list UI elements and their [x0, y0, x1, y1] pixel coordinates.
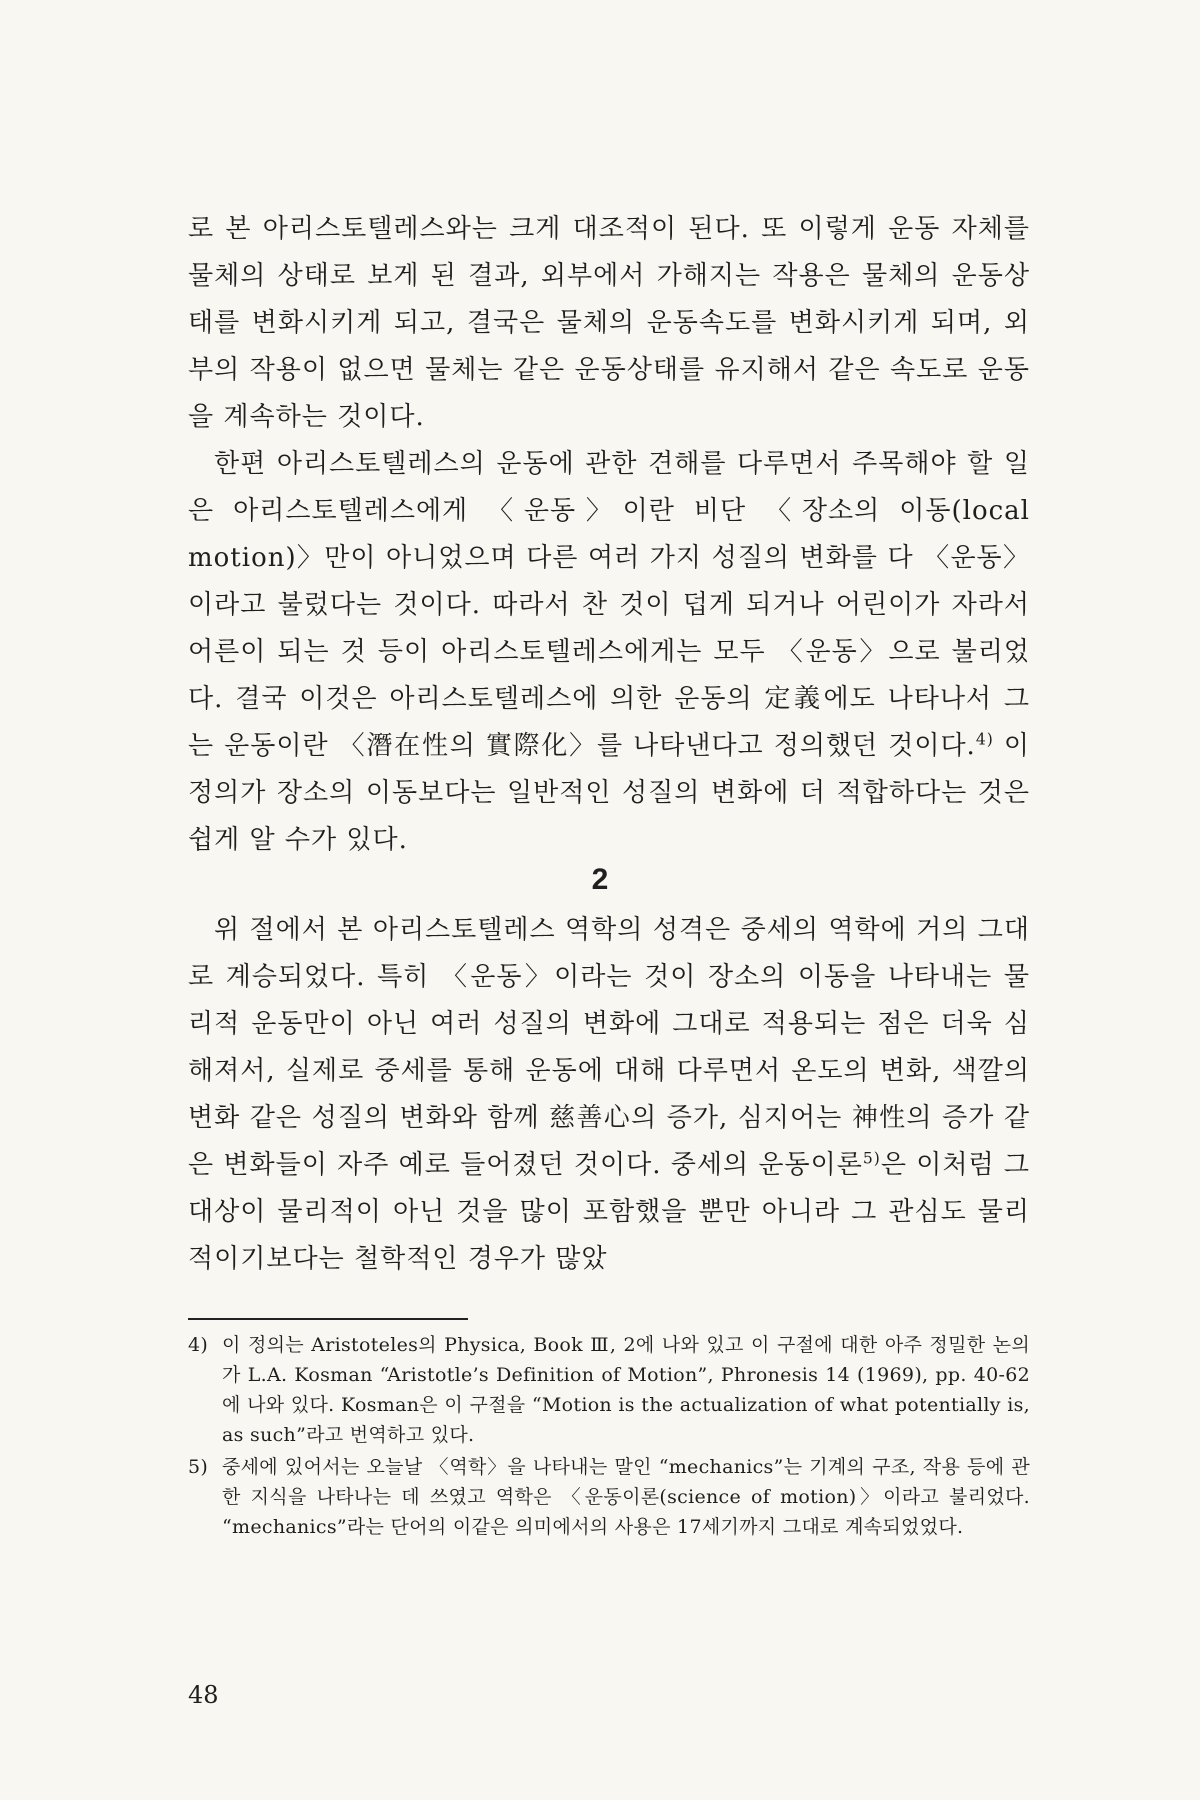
- footnote-reference-5: 5): [862, 1149, 881, 1168]
- footnote-number: 5): [188, 1456, 209, 1478]
- footnote-reference-4: 4): [975, 730, 994, 749]
- footnote-text: 이 정의는 Aristoteles의 Physica, Book Ⅲ, 2에 나와 있고 이 구절에 대한 아주 정밀한 논의가 L.A. Kosman “Aristotle’s Definition of Motion”, Phronesis 14 (1969), pp. 40-62에 나와 있다. Kosman은 이 구절을 “Motion is the actualization of what potentially is, as such”라고 번역하고 있다.: [222, 1334, 1030, 1446]
- footnotes: [188, 1330, 1030, 1544]
- footnote-4: [188, 1330, 1030, 1450]
- paragraph-text-end: 은 이처럼 그 대상이 물리적이 아닌 것을 많이 포함했을 뿐만 아니라 그 관심도 물리적이기보다는 철학적인 경우가 많았: [188, 1150, 1030, 1274]
- paragraph-motion-definition: [188, 441, 1030, 864]
- paragraph-continuation: 로 본 아리스토텔레스와는 크게 대조적이 된다. 또 이렇게 운동 자체를 물체의 상태로 보게 된 결과, 외부에서 가해지는 작용은 물체의 운동상태를 변화시키게 되고, 결국은 물체의 운동속도를 변화시키게 되며, 외부의 작용이 없으면 물체는 같은 운동상태를 유지해서 같은 속도로 운동을 계속하는 것이다.: [188, 214, 1030, 432]
- footnote-5: [188, 1452, 1030, 1542]
- footnote-number: 4): [188, 1334, 209, 1356]
- body-text-lower: [188, 907, 1030, 1283]
- paragraph-text-end: 이 정의가 장소의 이동보다는 일반적인 성질의 변화에 더 적합하다는 것은 쉽게 알 수가 있다.: [188, 731, 1030, 855]
- paragraph-medieval-mechanics: [188, 907, 1030, 1283]
- paragraph-text: 한편 아리스토텔레스의 운동에 관한 견해를 다루면서 주목해야 할 일은 아리스토텔레스에게 〈운동〉이란 비단 〈장소의 이동(local motion)〉만이 아니었으며 다른 여러 가지 성질의 변화를 다 〈운동〉이라고 불렀다는 것이다. 따라서 찬 것이 덥게 되거나 어린이가 자라서 어른이 되는 것 등이 아리스토텔레스에게는 모두 〈운동〉으로 불리었다. 결국 이것은 아리스토텔레스에 의한 운동의 定義에도 나타나서 그는 운동이란 〈潛在性의 實際化〉를 나타낸다고 정의했던 것이다.: [188, 449, 1030, 761]
- page-number: 48: [188, 1681, 219, 1709]
- paragraph-text: 위 절에서 본 아리스토텔레스 역학의 성격은 중세의 역학에 거의 그대로 계승되었다. 특히 〈운동〉이라는 것이 장소의 이동을 나타내는 물리적 운동만이 아닌 여러 성질의 변화에 그대로 적용되는 점은 더욱 심해져서, 실제로 중세를 통해 운동에 대해 다루면서 온도의 변화, 색깔의 변화 같은 성질의 변화와 함께 慈善心의 증가, 심지어는 神性의 증가 같은 변화들이 자주 예로 들어졌던 것이다. 중세의 운동이론: [188, 915, 1030, 1180]
- footnote-text: 중세에 있어서는 오늘날 〈역학〉을 나타내는 말인 “mechanics”는 기계의 구조, 작용 등에 관한 지식을 나타나는 데 쓰였고 역학은 〈운동이론(science of motion)〉이라고 불리었다. “mechanics”라는 단어의 이같은 의미에서의 사용은 17세기까지 그대로 계속되었었다.: [222, 1456, 1030, 1538]
- section-number: 2: [591, 863, 609, 896]
- footnote-divider: [188, 1318, 468, 1320]
- body-text-upper: [188, 206, 1030, 864]
